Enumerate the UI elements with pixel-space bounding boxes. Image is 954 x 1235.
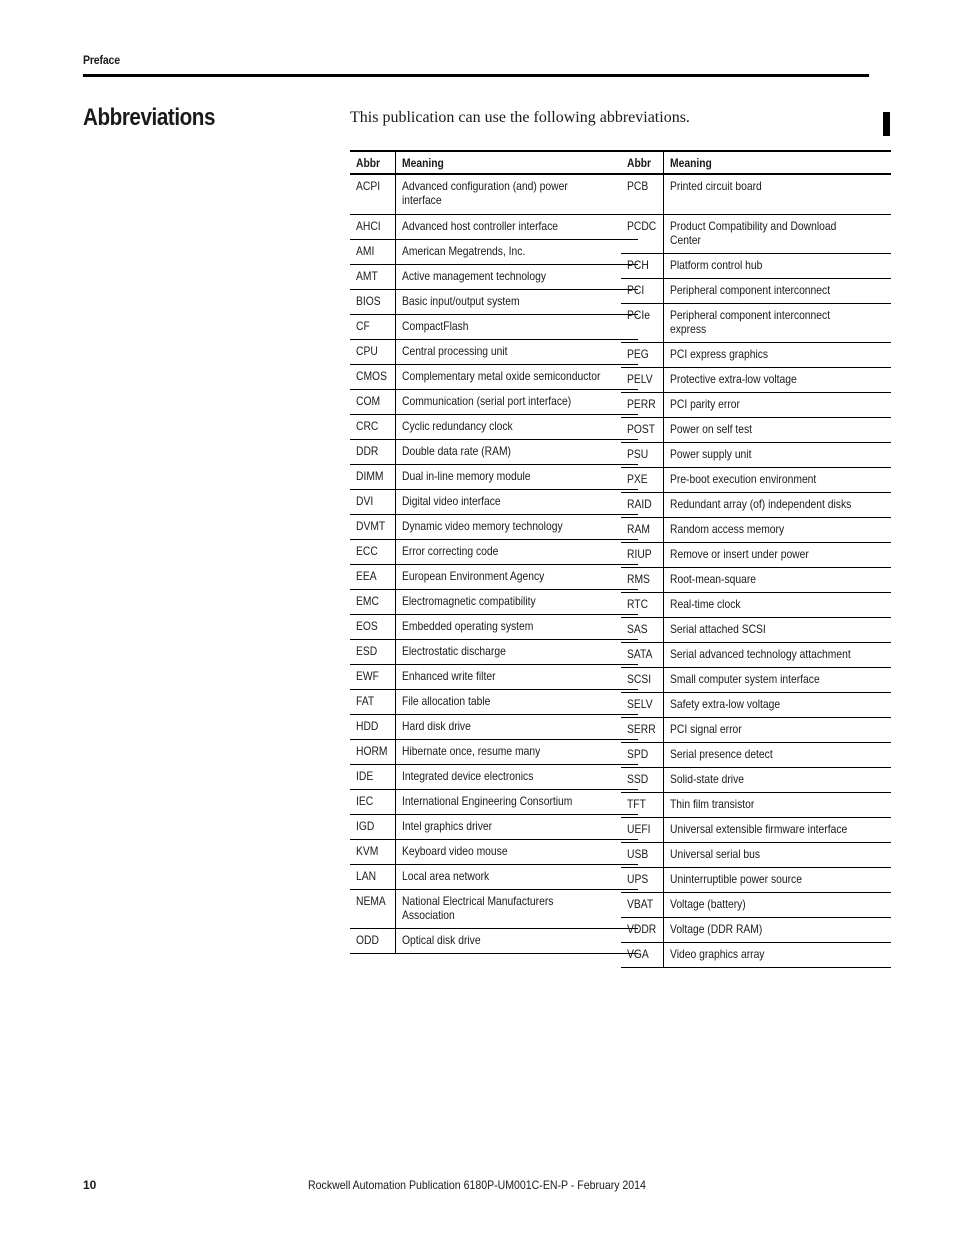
abbr-cell: PCH (621, 253, 664, 278)
meaning-cell: European Environment Agency (395, 564, 638, 589)
table-row (350, 714, 638, 739)
table-row (621, 303, 891, 342)
table-row (350, 664, 638, 689)
table-row (621, 492, 891, 517)
abbr-cell: POST (621, 417, 664, 442)
meaning-cell: American Megatrends, Inc. (395, 239, 638, 264)
table-row (350, 614, 638, 639)
abbr-cell: VGA (621, 942, 664, 967)
abbr-cell: CRC (350, 414, 395, 439)
table-row (621, 667, 891, 692)
table-row (350, 314, 638, 339)
abbr-cell: PCI (621, 278, 664, 303)
table-row (621, 342, 891, 367)
abbr-cell: DIMM (350, 464, 395, 489)
meaning-cell: Root-mean-square (664, 567, 892, 592)
meaning-cell: Error correcting code (395, 539, 638, 564)
page-number: 10 (83, 1178, 97, 1192)
table-header-row (621, 151, 891, 174)
abbr-cell: DDR (350, 439, 395, 464)
meaning-cell: Power supply unit (664, 442, 892, 467)
table-row (621, 442, 891, 467)
meaning-cell: Product Compatibility and Download Center (664, 214, 892, 253)
abbr-cell: IEC (350, 789, 395, 814)
table-row (621, 417, 891, 442)
abbr-cell: EOS (350, 614, 395, 639)
abbr-cell: VDDR (621, 917, 664, 942)
abbr-cell: SSD (621, 767, 664, 792)
meaning-cell: PCI parity error (664, 392, 892, 417)
intro-text: This publication can use the following abbreviations. (350, 109, 690, 126)
meaning-cell: Hard disk drive (395, 714, 638, 739)
abbr-cell: AMI (350, 239, 395, 264)
table-row (350, 639, 638, 664)
table-row (350, 289, 638, 314)
meaning-cell: Safety extra-low voltage (664, 692, 892, 717)
abbr-cell: AHCI (350, 214, 395, 239)
abbr-cell: EWF (350, 664, 395, 689)
meaning-cell: Integrated device electronics (395, 764, 638, 789)
abbr-cell: EMC (350, 589, 395, 614)
table-row (621, 692, 891, 717)
meaning-cell: Thin film transistor (664, 792, 892, 817)
abbr-cell: CMOS (350, 364, 395, 389)
meaning-cell: Local area network (395, 864, 638, 889)
meaning-cell: Printed circuit board (664, 174, 892, 214)
table-row (621, 517, 891, 542)
meaning-cell: Voltage (DDR RAM) (664, 917, 892, 942)
meaning-cell: Real-time clock (664, 592, 892, 617)
table-row (350, 839, 638, 864)
table-row (350, 439, 638, 464)
meaning-cell: Power on self test (664, 417, 892, 442)
table-row (350, 539, 638, 564)
meaning-cell: Communication (serial port interface) (395, 389, 638, 414)
table-row (621, 642, 891, 667)
table-row (350, 264, 638, 289)
abbr-cell: UEFI (621, 817, 664, 842)
table-row (621, 592, 891, 617)
meaning-cell: Advanced host controller interface (395, 214, 638, 239)
meaning-cell: Uninterruptible power source (664, 867, 892, 892)
meaning-cell: Dual in-line memory module (395, 464, 638, 489)
table-row (350, 889, 638, 928)
table-row (350, 514, 638, 539)
meaning-cell: PCI signal error (664, 717, 892, 742)
table-row (621, 942, 891, 967)
table-row (350, 489, 638, 514)
publication-footer (0, 1178, 954, 1192)
table-row (621, 392, 891, 417)
table-row (621, 567, 891, 592)
table-row (621, 278, 891, 303)
abbr-cell: RTC (621, 592, 664, 617)
meaning-cell: Optical disk drive (395, 928, 638, 953)
abbr-cell: LAN (350, 864, 395, 889)
meaning-cell: Small computer system interface (664, 667, 892, 692)
table-row (621, 617, 891, 642)
abbr-cell: SELV (621, 692, 664, 717)
abbr-cell: HORM (350, 739, 395, 764)
table-row (621, 867, 891, 892)
meaning-cell: Universal serial bus (664, 842, 892, 867)
table-row (350, 414, 638, 439)
abbr-cell: TFT (621, 792, 664, 817)
meaning-cell: Electrostatic discharge (395, 639, 638, 664)
meaning-cell: Random access memory (664, 517, 892, 542)
meaning-cell: Dynamic video memory technology (395, 514, 638, 539)
meaning-cell: Platform control hub (664, 253, 892, 278)
running-head: Preface (83, 53, 120, 67)
abbr-cell: VBAT (621, 892, 664, 917)
abbr-cell: DVMT (350, 514, 395, 539)
abbr-cell: PCDC (621, 214, 664, 253)
table-row (350, 239, 638, 264)
table-row (350, 814, 638, 839)
meaning-cell: CompactFlash (395, 314, 638, 339)
abbr-cell: RAM (621, 517, 664, 542)
column-header-meaning: Meaning (664, 151, 892, 174)
meaning-cell: Enhanced write filter (395, 664, 638, 689)
meaning-cell: National Electrical Manufacturers Association (395, 889, 638, 928)
meaning-cell: Double data rate (RAM) (395, 439, 638, 464)
abbr-cell: UPS (621, 867, 664, 892)
table-row (350, 389, 638, 414)
abbr-cell: SAS (621, 617, 664, 642)
abbr-cell: SERR (621, 717, 664, 742)
abbr-cell: RMS (621, 567, 664, 592)
table-row (621, 542, 891, 567)
chapter-edge-tab (883, 112, 890, 136)
meaning-cell: PCI express graphics (664, 342, 892, 367)
table-row (350, 589, 638, 614)
abbr-cell: CF (350, 314, 395, 339)
meaning-cell: File allocation table (395, 689, 638, 714)
meaning-cell: Pre-boot execution environment (664, 467, 892, 492)
table-row (621, 253, 891, 278)
column-header-abbr: Abbr (350, 151, 395, 174)
abbr-cell: SATA (621, 642, 664, 667)
table-row (350, 789, 638, 814)
meaning-cell: Digital video interface (395, 489, 638, 514)
abbr-cell: DVI (350, 489, 395, 514)
column-header-abbr: Abbr (621, 151, 664, 174)
abbr-cell: COM (350, 389, 395, 414)
table-row (621, 214, 891, 253)
abbr-cell: RIUP (621, 542, 664, 567)
table-header-row (350, 151, 638, 174)
table-row (350, 364, 638, 389)
meaning-cell: Solid-state drive (664, 767, 892, 792)
table-row (621, 367, 891, 392)
table-row (350, 174, 638, 214)
meaning-cell: Universal extensible firmware interface (664, 817, 892, 842)
abbr-cell: ECC (350, 539, 395, 564)
table-row (621, 917, 891, 942)
abbr-cell: PCIe (621, 303, 664, 342)
table-row (350, 739, 638, 764)
meaning-cell: Serial presence detect (664, 742, 892, 767)
meaning-cell: Embedded operating system (395, 614, 638, 639)
table-row (621, 792, 891, 817)
meaning-cell: Serial attached SCSI (664, 617, 892, 642)
table-row (350, 339, 638, 364)
table-row (350, 928, 638, 953)
table-row (621, 717, 891, 742)
meaning-cell: Serial advanced technology attachment (664, 642, 892, 667)
abbr-cell: IGD (350, 814, 395, 839)
meaning-cell: Protective extra-low voltage (664, 367, 892, 392)
table-body-right (621, 174, 891, 967)
table-row (350, 689, 638, 714)
meaning-cell: Intel graphics driver (395, 814, 638, 839)
abbr-cell: RAID (621, 492, 664, 517)
abbr-cell: PERR (621, 392, 664, 417)
table-row (350, 464, 638, 489)
table-row (621, 467, 891, 492)
abbr-cell: EEA (350, 564, 395, 589)
meaning-cell: Remove or insert under power (664, 542, 892, 567)
table-row (621, 767, 891, 792)
meaning-cell: Video graphics array (664, 942, 892, 967)
abbr-cell: BIOS (350, 289, 395, 314)
abbr-cell: KVM (350, 839, 395, 864)
meaning-cell: Advanced configuration (and) power interface (395, 174, 638, 214)
column-header-meaning: Meaning (395, 151, 638, 174)
table-row (350, 214, 638, 239)
meaning-cell: Basic input/output system (395, 289, 638, 314)
abbr-cell: HDD (350, 714, 395, 739)
table-row (350, 564, 638, 589)
abbr-cell: PELV (621, 367, 664, 392)
meaning-cell: Keyboard video mouse (395, 839, 638, 864)
header-rule (83, 74, 869, 77)
abbr-cell: IDE (350, 764, 395, 789)
abbr-cell: ACPI (350, 174, 395, 214)
meaning-cell: Voltage (battery) (664, 892, 892, 917)
meaning-cell: Redundant array (of) independent disks (664, 492, 892, 517)
meaning-cell: Peripheral component interconnect (664, 278, 892, 303)
abbr-cell: ODD (350, 928, 395, 953)
table-row (621, 174, 891, 214)
table-row (621, 892, 891, 917)
publication-text: Rockwell Automation Publication 6180P-UM001C-EN-P - February 2014 (308, 1178, 646, 1192)
section-title: Abbreviations (83, 104, 216, 131)
abbr-cell: NEMA (350, 889, 395, 928)
meaning-cell: Cyclic redundancy clock (395, 414, 638, 439)
table-body-left (350, 174, 638, 953)
abbr-cell: ESD (350, 639, 395, 664)
abbreviations-table-left (350, 150, 638, 954)
meaning-cell: Peripheral component interconnect express (664, 303, 892, 342)
meaning-cell: Hibernate once, resume many (395, 739, 638, 764)
abbr-cell: CPU (350, 339, 395, 364)
abbr-cell: USB (621, 842, 664, 867)
abbr-cell: FAT (350, 689, 395, 714)
abbr-cell: SPD (621, 742, 664, 767)
abbreviations-table-right (621, 150, 891, 968)
abbr-cell: PCB (621, 174, 664, 214)
table-row (350, 764, 638, 789)
table-row (350, 864, 638, 889)
abbr-cell: PXE (621, 467, 664, 492)
abbr-cell: PEG (621, 342, 664, 367)
abbr-cell: SCSI (621, 667, 664, 692)
meaning-cell: Electromagnetic compatibility (395, 589, 638, 614)
table-row (621, 842, 891, 867)
abbr-cell: PSU (621, 442, 664, 467)
abbr-cell: AMT (350, 264, 395, 289)
meaning-cell: International Engineering Consortium (395, 789, 638, 814)
meaning-cell: Active management technology (395, 264, 638, 289)
table-row (621, 817, 891, 842)
table-row (621, 742, 891, 767)
meaning-cell: Central processing unit (395, 339, 638, 364)
meaning-cell: Complementary metal oxide semiconductor (395, 364, 638, 389)
